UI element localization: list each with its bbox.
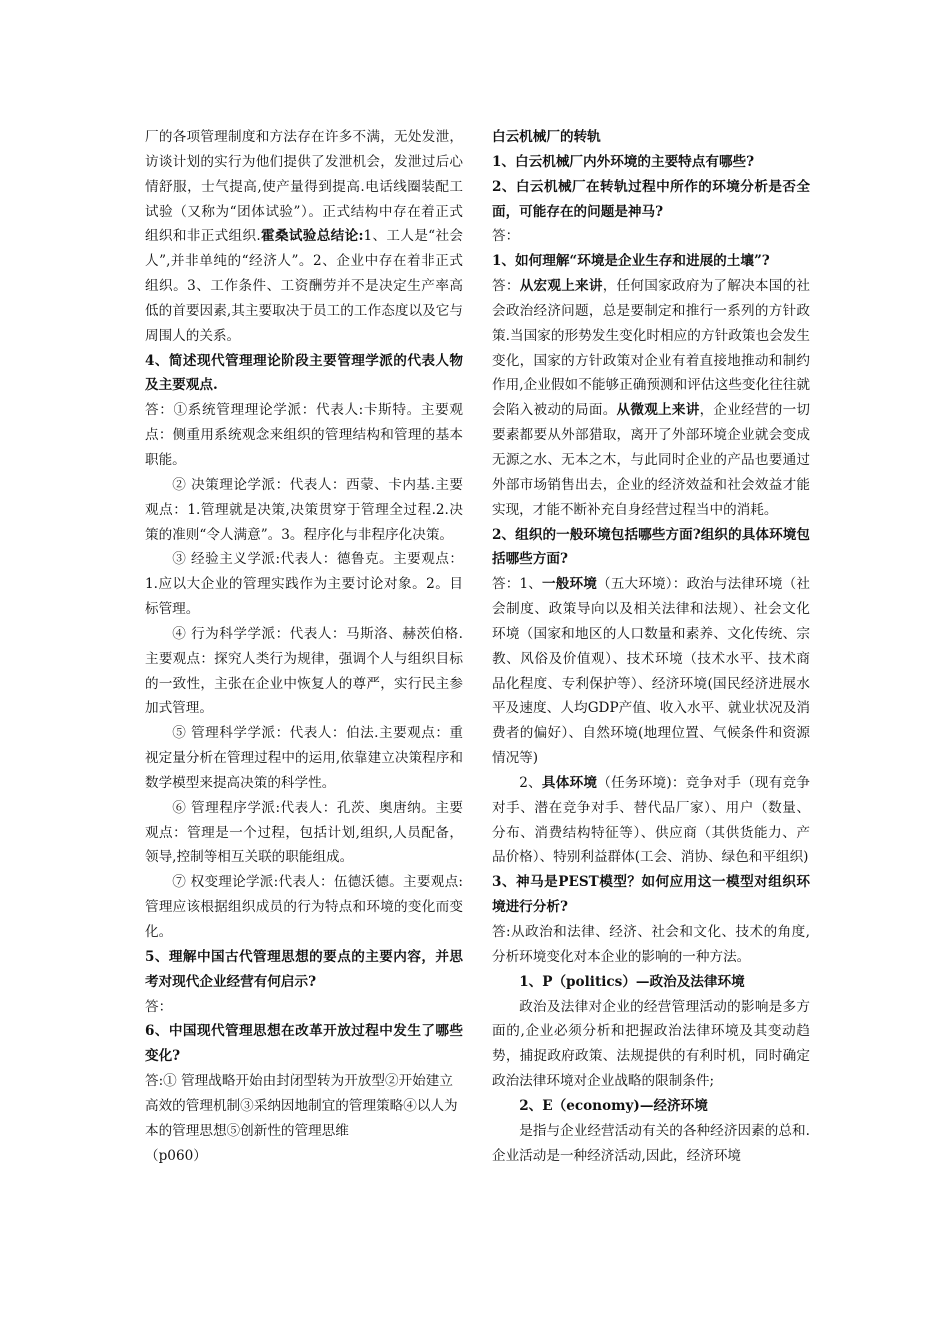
text-run: ，企业经营的一切要素都要从外部猎取，离开了外部环境企业就会变成无源之水、无本之木，与此同时企业的产品也要通过外部市场销售出去，企业的经济效益和社会效益才能实现，才能不断补充自身经营过程当中的消耗。	[492, 402, 811, 518]
section-heading	[492, 870, 810, 920]
text-run: 2、白云机械厂在转轨过程中所作的环境分析是否全面，可能存在的问题是神马?	[492, 178, 810, 220]
paragraph	[145, 547, 463, 622]
text-run: 白云机械厂的转轨	[492, 129, 601, 145]
text-run: 答：	[145, 998, 173, 1015]
text-run: 2、	[519, 774, 542, 791]
text-run: 2、E（economy)—经济环境	[519, 1097, 708, 1114]
paragraph	[145, 473, 463, 548]
text-run: 答：	[492, 278, 520, 295]
text-run: 5、理解中国古代管理思想的要点的主要内容，并思考对现代企业经营有何启示?	[145, 948, 463, 990]
text-run: 6、中国现代管理思想在改革开放过程中发生了哪些变化?	[145, 1023, 463, 1065]
section-heading	[492, 150, 810, 175]
bold-text-run: 霍桑试验总结论:	[260, 228, 364, 245]
text-run: 2、组织的一般环境包括哪些方面?组织的具体环境包括哪些方面?	[492, 526, 810, 568]
text-run: ⑦ 权变理论学派:代表人：伍德沃德。主要观点:管理应该根据组织成员的行为特点和环境的变化而变化。	[145, 874, 463, 940]
paragraph	[145, 870, 463, 945]
bold-text-run: 一般环境	[542, 576, 598, 593]
text-run: 厂的各项管理制度和方法存在许多不满，无处发泄，访谈计划的实行为他们提供了发泄机会，发泄过后心情舒服，士气提高,使产量得到提高.电话线圈装配工试验（又称为“团体试验”）。正式结构中存在着正式组织和非正式组织.	[145, 129, 463, 245]
text-run: 1、如何理解“环境是企业生存和进展的土壤”?	[492, 253, 770, 270]
text-run: （五大环境）：政治与法律环境（社会制度、政策导向以及相关法律和法规）、社会文化环境（国家和地区的人口数量和素养、文化传统、宗教、风俗及价值观）、技术环境（技术水平、技术商品化程度、专利保护等）、经济环境(国民经济进展水平及速度、人均GDP产值、收入水平、就业状况及消费者的偏好）、自然环境(地理位置、气候条件和资源情况等)	[492, 576, 811, 767]
text-run: 1、白云机械厂内外环境的主要特点有哪些?	[492, 153, 755, 170]
text-run: 答:① 管理战略开始由封闭型转为开放型②开始建立高效的管理机制③采纳因地制宜的管理策略④以人为本的管理思想⑤创新性的管理思维	[145, 1073, 458, 1139]
paragraph	[492, 995, 810, 1094]
paragraph	[145, 995, 463, 1020]
text-run: 答:从政治和法律、经济、社会和文化、技术的角度,分析环境变化对本企业的影响的一种方法。	[492, 924, 810, 965]
paragraph	[145, 622, 463, 721]
text-run: 3、神马是PEST模型？如何应用这一模型对组织环境进行分析?	[492, 874, 810, 916]
section-heading	[492, 125, 810, 150]
paragraph	[492, 771, 810, 870]
text-run: 1、工人是“社会人”,并非单纯的“经济人”。2、企业中存在着非正式组织。3、工作条件、工资酬劳并不是决定生产率高低的首要因素,其主要取决于员工的工作态度以及它与周围人的关系。	[145, 228, 463, 344]
section-heading	[492, 523, 810, 573]
text-run: ，任何国家政府为了解决本国的社会政治经济问题，总是要制定和推行一系列的方针政策.当国家的形势发生变化时相应的方针政策也会发生变化，国家的方针政策对企业有着直接地推动和制约作用,企业假如不能够正确预测和评估这些变化往往就会陷入被动的局面。	[492, 278, 811, 419]
bold-text-run: 从宏观上来讲	[519, 278, 603, 295]
text-run: ② 决策理论学派：代表人：西蒙、卡内基.主要观点：1.管理就是决策,决策贯穿于管理全过程.2.决策的准则“令人满意”。3。程序化与非程序化决策。	[145, 476, 463, 543]
section-heading	[145, 1019, 463, 1069]
section-heading	[145, 349, 463, 399]
text-run: 答：	[492, 228, 520, 245]
paragraph	[145, 1069, 463, 1144]
section-heading	[492, 1094, 810, 1119]
text-run: 4、简述现代管理理论阶段主要管理学派的代表人物及主要观点.	[145, 352, 463, 394]
left-column	[145, 125, 463, 1168]
bold-text-run: 从微观上来讲	[616, 402, 700, 419]
paragraph	[492, 920, 810, 970]
section-heading	[492, 175, 810, 225]
text-run: ⑤ 管理科学学派：代表人：伯法.主要观点：重视定量分析在管理过程中的运用,依靠建立决策程序和数学模型来提高决策的科学性。	[145, 725, 463, 791]
section-heading	[145, 945, 463, 995]
bold-text-run: 具体环境	[541, 774, 598, 791]
text-run: ⑥ 管理程序学派:代表人：孔茨、奥唐纳。主要观点：管理是一个过程，包括计划,组织,人员配备，领导,控制等相互关联的职能组成。	[145, 799, 463, 866]
text-run: 答：1、	[492, 576, 543, 593]
paragraph	[145, 796, 463, 871]
text-run: ③ 经验主义学派:代表人：德鲁克。主要观点：1.应以大企业的管理实践作为主要讨论对象。2。目标管理。	[145, 551, 463, 618]
paragraph	[492, 224, 810, 249]
text-run: （p060）	[145, 1147, 207, 1164]
paragraph	[492, 1119, 810, 1169]
section-heading	[492, 249, 810, 274]
section-heading	[492, 970, 810, 995]
text-run: 政治及法律对企业的经营管理活动的影响是多方面的,企业必须分析和把握政治法律环境及其变动趋势，捕捉政府政策、法规提供的有利时机，同时确定政治法律环境对企业战略的限制条件;	[492, 998, 810, 1090]
text-run: 1、P（politics）—政治及法律环境	[519, 973, 745, 990]
paragraph	[492, 572, 810, 771]
paragraph	[145, 398, 463, 473]
paragraph	[145, 1144, 463, 1169]
right-column	[492, 125, 810, 1168]
paragraph	[145, 125, 463, 349]
text-run: 是指与企业经营活动有关的各种经济因素的总和.企业活动是一种经济活动,因此，经济环境	[492, 1122, 810, 1164]
text-run: 答：①系统管理理论学派：代表人:卡斯特。主要观点：侧重用系统观念来组织的管理结构和管理的基本职能。	[145, 402, 463, 468]
paragraph	[145, 721, 463, 796]
paragraph	[492, 274, 810, 522]
text-run: （任务环境)：竞争对手（现有竞争对手、潜在竞争对手、替代品厂家）、用户（数量、分布、消费结构特征等）、供应商（其供货能力、产品价格）、特别利益群体(工会、消协、绿色和平组织)	[492, 774, 810, 866]
text-run: ④ 行为科学学派：代表人：马斯洛、赫茨伯格.主要观点：探究人类行为规律，强调个人与组织目标的一致性，主张在企业中恢复人的尊严，实行民主参加式管理。	[145, 625, 463, 717]
